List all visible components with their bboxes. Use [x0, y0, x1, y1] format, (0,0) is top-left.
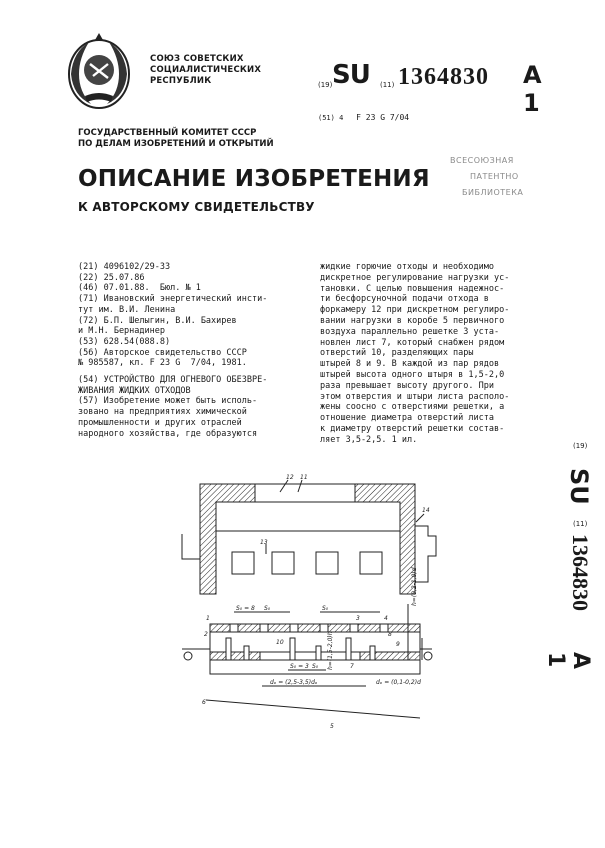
patent-number: 1364830	[398, 64, 489, 90]
side-code-19: (19)	[573, 442, 588, 450]
leader-line	[206, 700, 420, 718]
label-3: 3	[356, 615, 360, 622]
bolt	[424, 652, 432, 660]
kind-code: A 1	[523, 61, 542, 117]
hole	[360, 552, 382, 574]
hole	[232, 552, 254, 574]
abstract-line: жены соосно с отверстиями решетки, а	[320, 402, 505, 413]
bibliographic-line: (22) 25.07.86	[78, 272, 145, 283]
label-9: 9	[396, 641, 400, 648]
country-code: SU	[332, 60, 370, 90]
org-line: СОЦИАЛИСТИЧЕСКИХ	[150, 65, 262, 75]
label-5: 5	[330, 723, 334, 730]
dim-s0-8: S₀ = 8	[236, 605, 255, 612]
abstract-line: дискретное регулирование нагрузки ус-	[320, 272, 510, 283]
side-patent-number	[543, 440, 595, 700]
dim-hole-ratio: dₒ = (2,5-3,5)dₒ	[270, 679, 318, 686]
left-bracket	[182, 534, 200, 559]
abstract-line: жидкие горючие отходы и необходимо	[320, 262, 494, 272]
bibliographic-line: народного хозяйства, где образуются	[78, 428, 258, 439]
abstract-line: штырей высота одного штыря в 1,5-2,0	[320, 369, 505, 380]
committee-line: ПО ДЕЛАМ ИЗОБРЕТЕНИЙ И ОТКРЫТИЙ	[78, 139, 274, 149]
code-11: (11)	[380, 81, 395, 89]
stamp-line: ВСЕСОЮЗНАЯ	[450, 156, 514, 165]
bibliographic-line: (46) 07.01.88. Бюл. № 1	[78, 283, 201, 294]
side-country-code: SU	[565, 468, 593, 505]
bibliographic-line: и М.Н. Бернадинер	[78, 326, 165, 337]
ipc-value: F 23 G 7/04	[356, 113, 410, 122]
label-12: 12	[286, 474, 294, 481]
abstract-line: раза превышает высоту другого. При	[320, 380, 494, 391]
abstract-line: форкамеру 12 при дискретном регулиро-	[320, 305, 510, 316]
bibliographic-line: ЖИВАНИЯ ЖИДКИХ ОТХОДОВ	[78, 385, 191, 396]
bibliographic-line: (72) Б.П. Шелыгин, В.И. Бахирев	[78, 315, 237, 326]
bibliographic-line: № 985587, кл. F 23 G 7/04, 1981.	[78, 358, 247, 369]
side-patent-number-value: 1364830	[568, 534, 593, 611]
sheet-opening	[260, 652, 360, 660]
state-emblem	[65, 30, 133, 112]
dim-s0: S₀	[322, 605, 329, 612]
abstract-line: ти бесфорсуночной подачи отхода в	[320, 294, 489, 305]
library-stamp	[440, 148, 560, 218]
bibliographic-line: промышленности и других отраслей	[78, 417, 242, 428]
label-7: 7	[350, 663, 354, 670]
stamp-line: ПАТЕНТНО	[470, 172, 519, 181]
document-title: ОПИСАНИЕ ИЗОБРЕТЕНИЯ	[78, 166, 430, 192]
abstract-line: к диаметру отверстий решетки состав-	[320, 423, 505, 434]
dim-s0-3b: S₀	[312, 663, 319, 670]
abstract-line: отверстий 10, разделяющих пары	[320, 348, 474, 359]
org-line: РЕСПУБЛИК	[150, 76, 212, 86]
abstract-line: новлен лист 7, который снабжен рядом	[320, 337, 505, 348]
side-outlet	[415, 526, 436, 582]
label-11: 11	[300, 474, 308, 481]
document-subtitle: К АВТОРСКОМУ СВИДЕТЕЛЬСТВУ	[78, 200, 315, 214]
abstract-line: ляет 3,5-2,5. 1 ил.	[320, 434, 418, 445]
org-line: СОЮЗ СОВЕТСКИХ	[150, 54, 244, 64]
label-2: 2	[204, 631, 208, 638]
committee-line: ГОСУДАРСТВЕННЫЙ КОМИТЕТ СССР	[78, 128, 257, 138]
code-19: (19)	[318, 81, 333, 89]
side-code-11: (11)	[573, 520, 588, 528]
dim-vertical-1: h=(0,2-1,0)d	[411, 567, 418, 606]
bolt	[184, 652, 192, 660]
label-4: 4	[384, 615, 388, 622]
forechamber-opening	[255, 484, 355, 502]
technical-drawing	[170, 474, 450, 734]
abstract-line: штырей 8 и 9. В каждой из пар рядов	[320, 359, 500, 370]
abstract-line: вании нагрузки в коробе 5 первичного	[320, 315, 505, 326]
bibliographic-line: тут им. В.И. Ленина	[78, 304, 176, 315]
abstract-column	[320, 262, 560, 446]
abstract-line: этом отверстия и штыри листа располо-	[320, 391, 510, 402]
label-8: 8	[388, 631, 392, 638]
dim-hole-small: dₒ = (0,1-0,2)d	[376, 679, 421, 686]
bibliographic-line: (57) Изобретение может быть исполь-	[78, 396, 258, 407]
bibliographic-column	[78, 262, 318, 439]
label-6: 6	[202, 699, 206, 706]
label-14: 14	[422, 507, 430, 514]
side-kind-code: A 1	[543, 652, 593, 670]
dim-s0-8b: S₀	[264, 605, 271, 612]
abstract-line: воздуха параллельно решетке 3 уста-	[320, 326, 500, 337]
bibliographic-line: (21) 4096102/29-33	[78, 262, 171, 272]
bibliographic-line: (54) УСТРОЙСТВО ДЛЯ ОГНЕВОГО ОБЕЗВРЕ-	[78, 375, 268, 386]
dim-vertical-2: h=(1,5-2,0)h	[327, 631, 334, 670]
label-10: 10	[276, 639, 284, 646]
bibliographic-line: зовано на предприятиях химической	[78, 407, 247, 418]
committee-name	[78, 128, 274, 150]
leader-line	[416, 514, 424, 522]
ipc-classification	[318, 113, 409, 122]
hole	[316, 552, 338, 574]
label-13: 13	[260, 539, 268, 546]
stamp-line: БИБЛИОТЕКА	[462, 188, 524, 197]
abstract-line: тановки. С целью повышения надежнос-	[320, 283, 505, 294]
bibliographic-line: (71) Ивановский энергетический инсти-	[78, 294, 268, 305]
abstract-line: отношение диаметра отверстий листа	[320, 413, 494, 424]
bibliographic-line: (56) Авторское свидетельство СССР	[78, 347, 247, 358]
hole	[272, 552, 294, 574]
ipc-code-label: (51) 4	[318, 114, 344, 122]
bibliographic-line: (53) 628.54(088.8)	[78, 336, 171, 347]
label-1: 1	[206, 615, 210, 622]
dim-s0-3: S₀ = 3	[290, 663, 309, 670]
organization-name	[150, 54, 261, 87]
